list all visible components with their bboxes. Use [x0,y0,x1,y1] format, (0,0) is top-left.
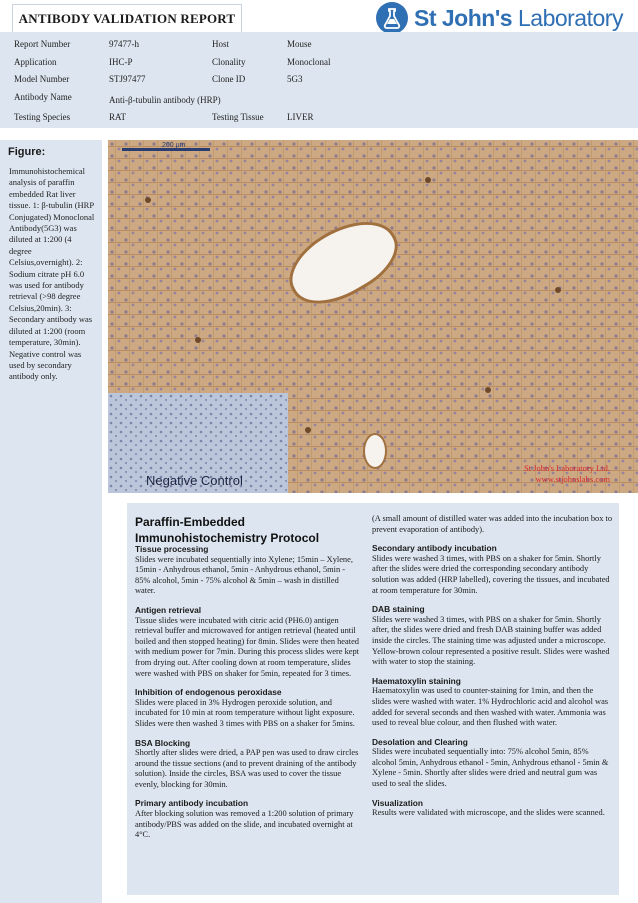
value-testing-species: RAT [109,112,127,122]
label-testing-species: Testing Species [14,112,71,122]
company-logo [376,2,623,34]
section-text: Tissue slides were incubated with citric acid (PH6.0) antigen retrieval buffer and microwaved for antigen retrieval (heated until boiled and then stopped heating) for 8min. Slides were then heated with medium power for 7min. During this process slides were kept from drying out. After cooling down at room temperature, slides were washed with PBS on shaker for 5min, repeated for 3 times. [135,615,359,678]
label-antibody-name: Antibody Name [14,92,72,102]
logo-bold-text: St John's [414,4,513,31]
section-text: Shortly after slides were dried, a PAP pen was used to draw circles around the tissue sections (and to prevent draining of the antibody solution). Inside the circles, BSA was used to cover the tissue evenly, blocking for 30min. [135,748,359,789]
section-heading: Haematoxylin staining [372,675,461,686]
section-heading: Desolation and Clearing [372,736,468,747]
report-title: ANTIBODY VALIDATION REPORT [12,4,242,33]
protocol-section [372,798,614,819]
protocol-section [135,687,361,729]
label-clonality: Clonality [212,57,246,67]
value-application: IHC-P [109,57,133,67]
section-heading: Inhibition of endogenous peroxidase [135,687,282,698]
watermark [524,463,610,485]
section-heading: BSA Blocking [135,737,191,748]
section-text: (A small amount of distilled water was added into the incubation box to prevent evaporation of antibody). [372,514,613,534]
section-text: After blocking solution was removed a 1:200 solution of primary antibody/PBS was added on the slide, and incubated overnight at 4°C. [135,809,354,840]
label-host: Host [212,39,230,49]
protocol-title-line1: Paraffin-Embedded [135,515,246,529]
figure-title: Figure: [8,146,46,158]
protocol-section [135,605,361,679]
protocol-section [135,544,361,597]
protocol-section [372,604,614,668]
section-text: Slides were washed 3 times, with PBS on a shaker for 5min. Shortly after the slides were dried the corresponding secondary antibody solution was added (HRP labelled), covering the tissues, and incubated at room temperature for 30min. [372,553,610,595]
protocol-title-line2: Immunohistochemistry Protocol [135,531,320,545]
protocol-right-column [372,514,614,819]
section-heading: Visualization [372,797,424,808]
section-text: Slides were incubated sequentially into: 75% alcohol 5min, 85% alcohol 5min, Anhydrous ethanol - 5min, Anhydrous ethanol - 5min & Xylene - 5min. Shortly after slides were dried and neutral gum was used to seal the slides. [372,747,609,789]
value-report-number: 97477-h [109,39,139,49]
section-heading: Secondary antibody incubation [372,543,497,554]
value-clonality: Monoclonal [287,57,331,67]
protocol-left-column [135,544,361,841]
figure-caption: Immunohistochemical analysis of paraffin embedded Rat liver tissue. 1: β-tubulin (HRP Conjugated) Monoclonal Antibody(5G3) was diluted at 1:200 (4 degree Celsius,overnight). 2: Sodium citrate pH 6.0 was used for antibody retrieval (>98 degree Celsius,20min). 3: Secondary antibody was diluted at 1:200 (room temperature, 30min). Negative control was used by secondary antibody only. [9,166,95,382]
value-clone-id: 5G3 [287,74,303,84]
protocol-section [135,798,361,840]
label-testing-tissue: Testing Tissue [212,112,264,122]
section-heading: Primary antibody incubation [135,798,249,809]
ihc-micrograph [108,140,638,493]
value-testing-tissue: LIVER [287,112,314,122]
logo-wordmark [414,5,623,32]
value-model-number: STJ97477 [109,74,146,84]
section-heading: Tissue processing [135,544,209,554]
protocol-section [372,737,614,790]
section-text: Slides were placed in 3% Hydrogen peroxide solution, and incubated for 10 min at room temperature without light exposure. Slides were then washed 3 times with PBS on a shaker for 5mins. [135,697,355,728]
section-heading: DAB staining [372,604,425,615]
label-clone-id: Clone ID [212,74,246,84]
protocol-title [135,514,319,546]
label-model-number: Model Number [14,74,70,84]
value-host: Mouse [287,39,312,49]
flask-icon [376,2,408,34]
watermark-url: www.stjohnslabs.com [535,474,610,484]
label-report-number: Report Number [14,39,71,49]
section-text: Slides were washed 3 times, with PBS on a shaker for 5min. Shortly after, the slides were dried and fresh DAB staining buffer was added inside the circles. The staining time was adjusted under a microscope. Yellow-brown colour represented a positive result. Slides were washed with water to stop the staining. [372,614,610,667]
small-vessel [365,435,385,467]
protocol-section [372,676,614,729]
negative-control-inset [108,393,288,493]
protocol-section [135,738,361,791]
watermark-company: St John's Laboratory Ltd. [523,463,610,473]
section-text: Haematoxylin was used to counter-staining for 1min, and then the slides were washed with water. 1% Hydrochloric acid and alcohol was added for several seconds and then washed with water. Ammonia was used to reveal blue colour, and then flushed with water. [372,686,609,728]
value-antibody-name: Anti-β-tubulin antibody (HRP) [109,95,221,105]
negative-control-label: Negative Control [146,473,243,488]
section-text: Results were validated with microscope, and the slides were scanned. [372,808,605,818]
info-table [0,32,638,128]
section-text: Slides were incubated sequentially into Xylene; 15min – Xylene, 15min - Anhydrous ethanol, 5min - Anhydrous ethanol, 5min - 85% alcohol, 5min - 75% alcohol & 5min – wash in distilled water. [135,554,353,596]
label-application: Application [14,57,57,67]
protocol-section [372,543,614,596]
logo-light-text: Laboratory [512,4,623,31]
scale-label: 200 μm [162,142,186,149]
section-heading: Antigen retrieval [135,604,202,615]
